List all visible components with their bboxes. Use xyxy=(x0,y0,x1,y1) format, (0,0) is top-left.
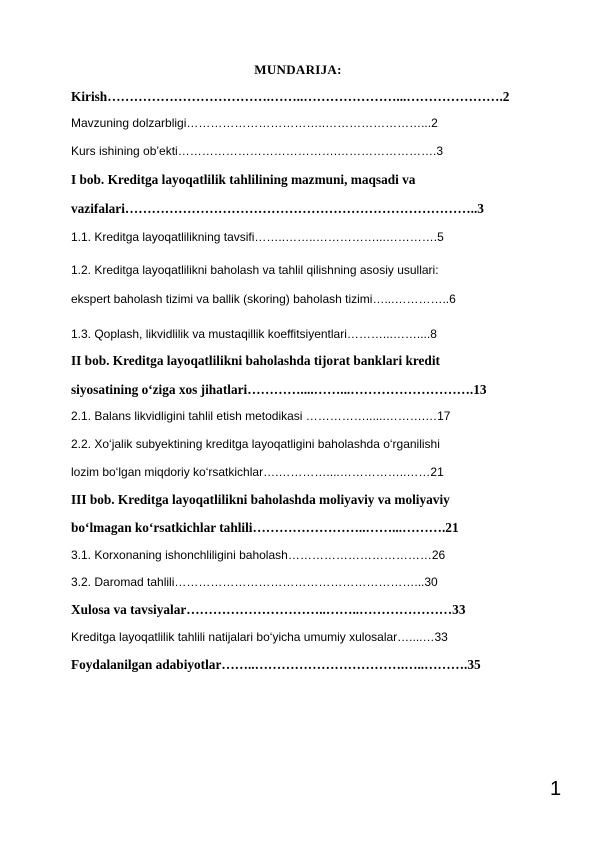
toc-entry-3-1: 3.1. Korxonaning ishonchliligini baholash………………………………26 xyxy=(71,548,446,562)
toc-entry-1-2-cont: ekspert baholash tizimi va ballik (skoring) baholash tizimi…...…………..6 xyxy=(71,292,456,306)
toc-entry-adabiyotlar: Foydalanilgan adabiyotlar……..…………………………….…..……….35 xyxy=(71,657,481,672)
toc-chapter-2-title-cont: siyosatining o‘ziga xos jihatlari…………....……...……………………….13 xyxy=(71,382,487,397)
toc-entry-xulosa: Xulosa va tavsiyalar…………………………..……..…………………33 xyxy=(71,602,466,617)
toc-chapter-2-title: II bob. Kreditga layoqatlilikni baholashda tijorat banklari kredit xyxy=(71,353,440,368)
page-title: MUNDARIJA: xyxy=(254,62,342,77)
toc-chapter-3-title-cont: bo‘lmagan ko‘rsatkichlar tahlili……………………..……...……….21 xyxy=(71,520,459,535)
toc-entry-2-1: 2.1. Balans likvidligini tahlil etish metodikasi ……………......……….…17 xyxy=(71,409,451,423)
toc-entry-3-2: 3.2. Daromad tahlili……………………………………………………...30 xyxy=(71,575,438,589)
page-number: 1 xyxy=(550,778,562,800)
toc-entry-obekt: Kurs ishining ob’ekti………………………………….…………………….3 xyxy=(71,144,444,158)
toc-chapter-3-title: III bob. Kreditga layoqatlilikni baholashda moliyaviy va moliyaviy xyxy=(71,492,450,507)
toc-entry-1-3: 1.3. Qoplash, likvidlilik va mustaqillik koeffitsiyentlari………...……....8 xyxy=(71,327,437,341)
toc-entry-2-2-cont: lozim bo‘lgan miqdoriy ko‘rsatkichlar….…………....……………..……21 xyxy=(71,465,444,479)
toc-chapter-1-title: I bob. Kreditga layoqatlilik tahlilining mazmuni, maqsadi va xyxy=(71,172,416,187)
toc-entry-kirish: Kirish……………………………….……..…………………...………………….2 xyxy=(71,89,510,104)
toc-entry-dolzarblik: Mavzuning dolzarbligi……………………………..……………………...2 xyxy=(71,116,438,130)
toc-chapter-1-title-cont: vazifalari……………………………………………………………………..3 xyxy=(71,201,484,216)
toc-entry-2-2: 2.2. Xo‘jalik subyektining kreditga layoqatligini baholashda o‘rganilishi xyxy=(71,437,440,451)
toc-entry-1-2: 1.2. Kreditga layoqatlilikni baholash va tahlil qilishning asosiy usullari: xyxy=(71,263,439,277)
toc-entry-1-1: 1.1. Kreditga layoqatlilikning tavsifi……..……..……………...………….5 xyxy=(71,230,444,244)
toc-entry-umumiy-xulosalar: Kreditga layoqatlilik tahlili natijalari bo‘yicha umumiy xulosalar…....…33 xyxy=(71,630,448,644)
